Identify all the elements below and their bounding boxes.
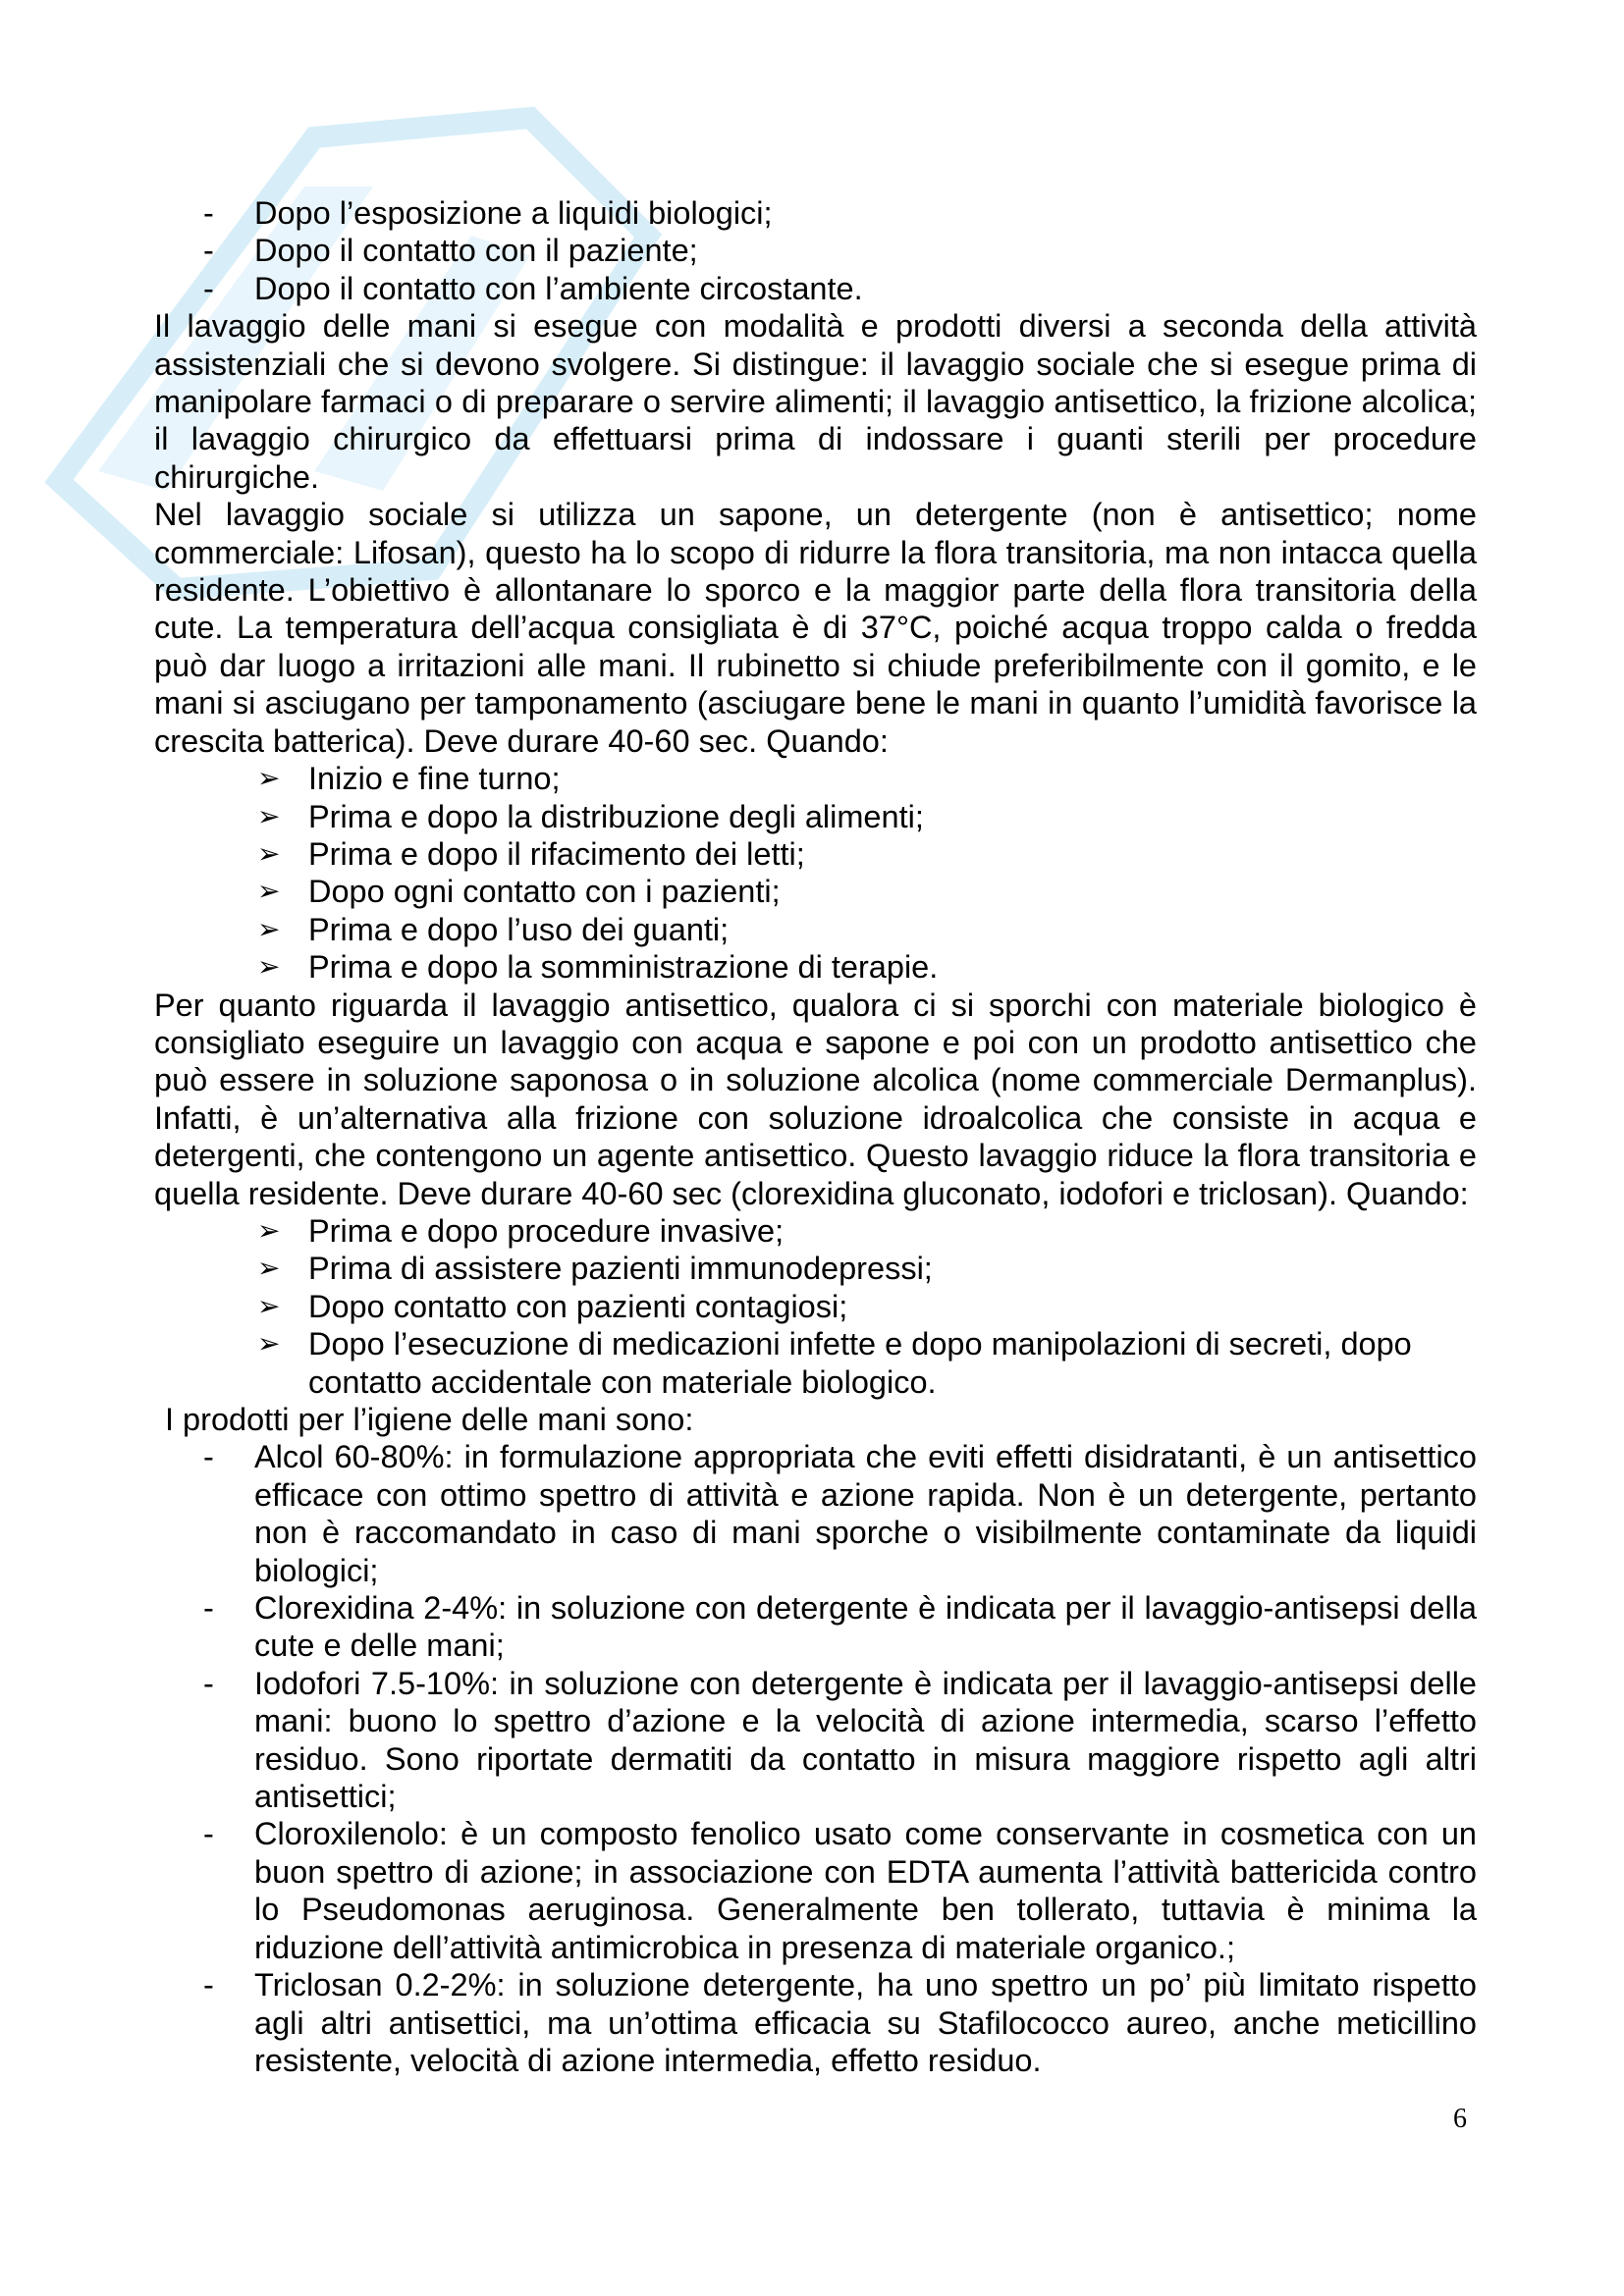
arrow-bullet-icon: ➢: [257, 951, 281, 983]
list-item: ➢ Prima e dopo procedure invasive;: [257, 1212, 785, 1249]
arrow-bullet-icon: ➢: [257, 876, 281, 907]
list-item: - Triclosan 0.2-2%: in soluzione detergente, ha uno spettro un po’ più limitato rispetto agli altri antisettici, ma un’ottima efficacia su Stafilococco aureo, anche meticillino resistente, velocità di azione intermedia, effetto residuo.: [203, 1967, 1477, 2078]
list-item: - Iodofori 7.5-10%: in soluzione con detergente è indicata per il lavaggio-antisepsi delle mani: buono lo spettro d’azione e la velocità di azione intermedia, scarso l’effetto residuo. Sono riportate dermatiti da contatto in misura maggiore rispetto agli altri antisettici;: [203, 1665, 1477, 1815]
document-page: [154, 194, 1477, 2079]
arrow-bullet-icon: ➢: [257, 763, 281, 794]
list-item: ➢ Prima e dopo l’uso dei guanti;: [257, 911, 730, 947]
list-item: ➢ Prima e dopo la distribuzione degli alimenti;: [257, 798, 924, 834]
products-list: [154, 1438, 1477, 2079]
list-item: - Dopo il contatto con il paziente;: [203, 233, 698, 269]
dash-marker: -: [203, 195, 214, 231]
arrow-bullet-icon: ➢: [257, 800, 281, 831]
page-number: 6: [1453, 2104, 1467, 2134]
list-item: - Dopo il contatto con l’ambiente circostante.: [203, 270, 863, 306]
list-item: ➢ Dopo ogni contatto con i pazienti;: [257, 874, 781, 910]
arrow-bullet-icon: ➢: [257, 837, 281, 869]
list-item: ➢ Dopo contatto con pazienti contagiosi;: [257, 1288, 848, 1324]
dash-marker: -: [203, 270, 214, 306]
arrow-bullet-icon: ➢: [257, 1214, 281, 1246]
dash-marker: -: [203, 1590, 214, 1627]
paragraph-antiseptic-washing: Per quanto riguarda il lavaggio antisettico, qualora ci si sporchi con materiale biologico è consigliato eseguire un lavaggio con acqua e sapone e poi con un prodotto antisettico che può essere in soluzione saponosa o in soluzione alcolica (nome commerciale Dermanplus). Infatti, è un’alternativa alla frizione con soluzione idroalcolica che consiste in acqua e detergenti, che contengono un agente antisettico. Questo lavaggio riduce la flora transitoria e quella residente. Deve durare 40-60 sec (clorexidina gluconato, iodofori e triclosan). Quando:: [154, 987, 1477, 1211]
list-item: ➢ Dopo l’esecuzione di medicazioni infette e dopo manipolazioni di secreti, dopo contatto accidentale con materiale biologico.: [257, 1326, 1412, 1400]
intro-list: [154, 194, 1477, 307]
antiseptic-washing-list: [154, 1212, 1477, 1401]
dash-marker: -: [203, 1665, 214, 1701]
dash-marker: -: [203, 1967, 214, 2003]
list-item: ➢ Inizio e fine turno;: [257, 761, 561, 797]
list-item: - Dopo l’esposizione a liquidi biologici;: [203, 195, 773, 231]
paragraph-hand-washing-types: Il lavaggio delle mani si esegue con modalità e prodotti diversi a seconda della attività assistenziali che si devono svolgere. Si distingue: il lavaggio sociale che si esegue prima di manipolare farmaci o di preparare o servire alimenti; il lavaggio antisettico, la frizione alcolica; il lavaggio chirurgico da effettuarsi prima di indossare i guanti sterili per procedure chirurgiche.: [154, 308, 1477, 495]
list-item: - Cloroxilenolo: è un composto fenolico usato come conservante in cosmetica con un buon spettro di azione; in associazione con EDTA aumenta l’attività battericida contro lo Pseudomonas aeruginosa. Generalmente ben tollerato, tuttavia è minima la riduzione dell’attività antimicrobica in presenza di materiale organico.;: [203, 1816, 1477, 1965]
dash-marker: -: [203, 1816, 214, 1852]
list-item: - Clorexidina 2-4%: in soluzione con detergente è indicata per il lavaggio-antisepsi della cute e delle mani;: [203, 1590, 1477, 1664]
arrow-bullet-icon: ➢: [257, 913, 281, 944]
list-item: - Alcol 60-80%: in formulazione appropriata che eviti effetti disidratanti, è un antisettico efficace con ottimo spettro di attività e azione rapida. Non è un detergente, pertanto non è raccomandato in caso di mani sporche o visibilmente contaminate da liquidi biologici;: [203, 1439, 1477, 1588]
arrow-bullet-icon: ➢: [257, 1290, 281, 1321]
list-item: ➢ Prima di assistere pazienti immunodepressi;: [257, 1251, 933, 1287]
list-item: ➢ Prima e dopo la somministrazione di terapie.: [257, 949, 939, 986]
products-intro: I prodotti per l’igiene delle mani sono:: [165, 1402, 694, 1437]
dash-marker: -: [203, 233, 214, 269]
social-washing-list: [154, 760, 1477, 986]
arrow-bullet-icon: ➢: [257, 1253, 281, 1284]
dash-marker: -: [203, 1439, 214, 1475]
arrow-bullet-icon: ➢: [257, 1328, 281, 1360]
paragraph-social-washing: Nel lavaggio sociale si utilizza un sapone, un detergente (non è antisettico; nome commerciale: Lifosan), questo ha lo scopo di ridurre la flora transitoria, ma non intacca quella residente. L’obiettivo è allontanare lo sporco e la maggior parte della flora transitoria della cute. La temperatura dell’acqua consigliata è di 37°C, poiché acqua troppo calda o fredda può dar luogo a irritazioni alle mani. Il rubinetto si chiude preferibilmente con il gomito, e le mani si asciugano per tamponamento (asciugare bene le mani in quanto l’umidità favorisce la crescita batterica). Deve durare 40-60 sec. Quando:: [154, 497, 1477, 759]
list-item: ➢ Prima e dopo il rifacimento dei letti;: [257, 835, 805, 872]
